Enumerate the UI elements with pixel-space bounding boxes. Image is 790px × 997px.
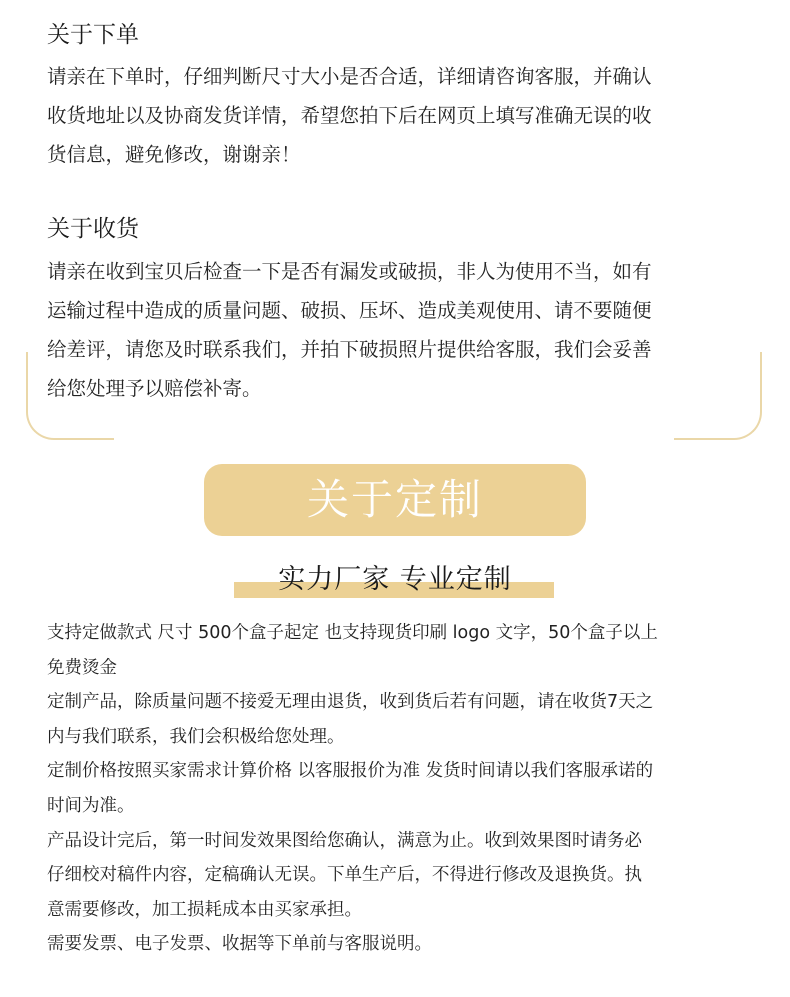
custom-section-banner: 关于定制 — [204, 464, 586, 536]
receipt-line-4: 给您处理予以赔偿补寄。 — [47, 377, 262, 400]
custom-slogan: 实力厂家 专业定制 — [278, 564, 512, 595]
custom-paragraph — [47, 616, 757, 962]
custom-line-9: 意需要修改，加工损耗成本由买家承担。 — [47, 899, 362, 920]
order-line-1: 请亲在下单时，仔细判断尺寸大小是否合适，详细请咨询客服，并确认 — [47, 65, 652, 88]
custom-line-8: 仔细校对稿件内容，定稿确认无误。下单生产后，不得进行修改及退换货。执 — [47, 865, 642, 886]
custom-line-10: 需要发票、电子发票、收据等下单前与客服说明。 — [47, 934, 432, 955]
receipt-section-title: 关于收货 — [47, 216, 139, 242]
receipt-line-2: 运输过程中造成的质量问题、破损、压坏、造成美观使用、请不要随便 — [47, 299, 652, 322]
order-line-3: 货信息，避免修改，谢谢亲！ — [47, 143, 301, 166]
order-section-title: 关于下单 — [47, 22, 139, 48]
receipt-paragraph — [47, 252, 747, 408]
custom-line-1: 支持定做款式 尺寸 500个盒子起定 也支持现货印刷 logo 文字，50个盒子以上 — [47, 623, 658, 643]
custom-line-2: 免费烫金 — [47, 657, 117, 678]
custom-line-4: 内与我们联系，我们会积极给您处理。 — [47, 726, 345, 747]
decorative-frame-right-corner — [674, 352, 762, 440]
custom-line-7: 产品设计完后，第一时间发效果图给您确认，满意为止。收到效果图时请务必 — [47, 830, 642, 851]
receipt-line-3: 给差评，请您及时联系我们，并拍下破损照片提供给客服，我们会妥善 — [47, 338, 652, 361]
receipt-line-1: 请亲在收到宝贝后检查一下是否有漏发或破损，非人为使用不当，如有 — [47, 260, 652, 283]
custom-line-6: 时间为准。 — [47, 795, 135, 816]
custom-line-5: 定制价格按照买家需求计算价格 以客服报价为准 发货时间请以我们客服承诺的 — [47, 761, 654, 782]
custom-line-3: 定制产品，除质量问题不接爱无理由退货，收到货后若有问题，请在收货7天之 — [47, 692, 654, 713]
decorative-frame-left-corner — [26, 352, 114, 440]
order-line-2: 收货地址以及协商发货详情，希望您拍下后在网页上填写准确无误的收 — [47, 104, 652, 127]
order-paragraph — [47, 57, 747, 174]
